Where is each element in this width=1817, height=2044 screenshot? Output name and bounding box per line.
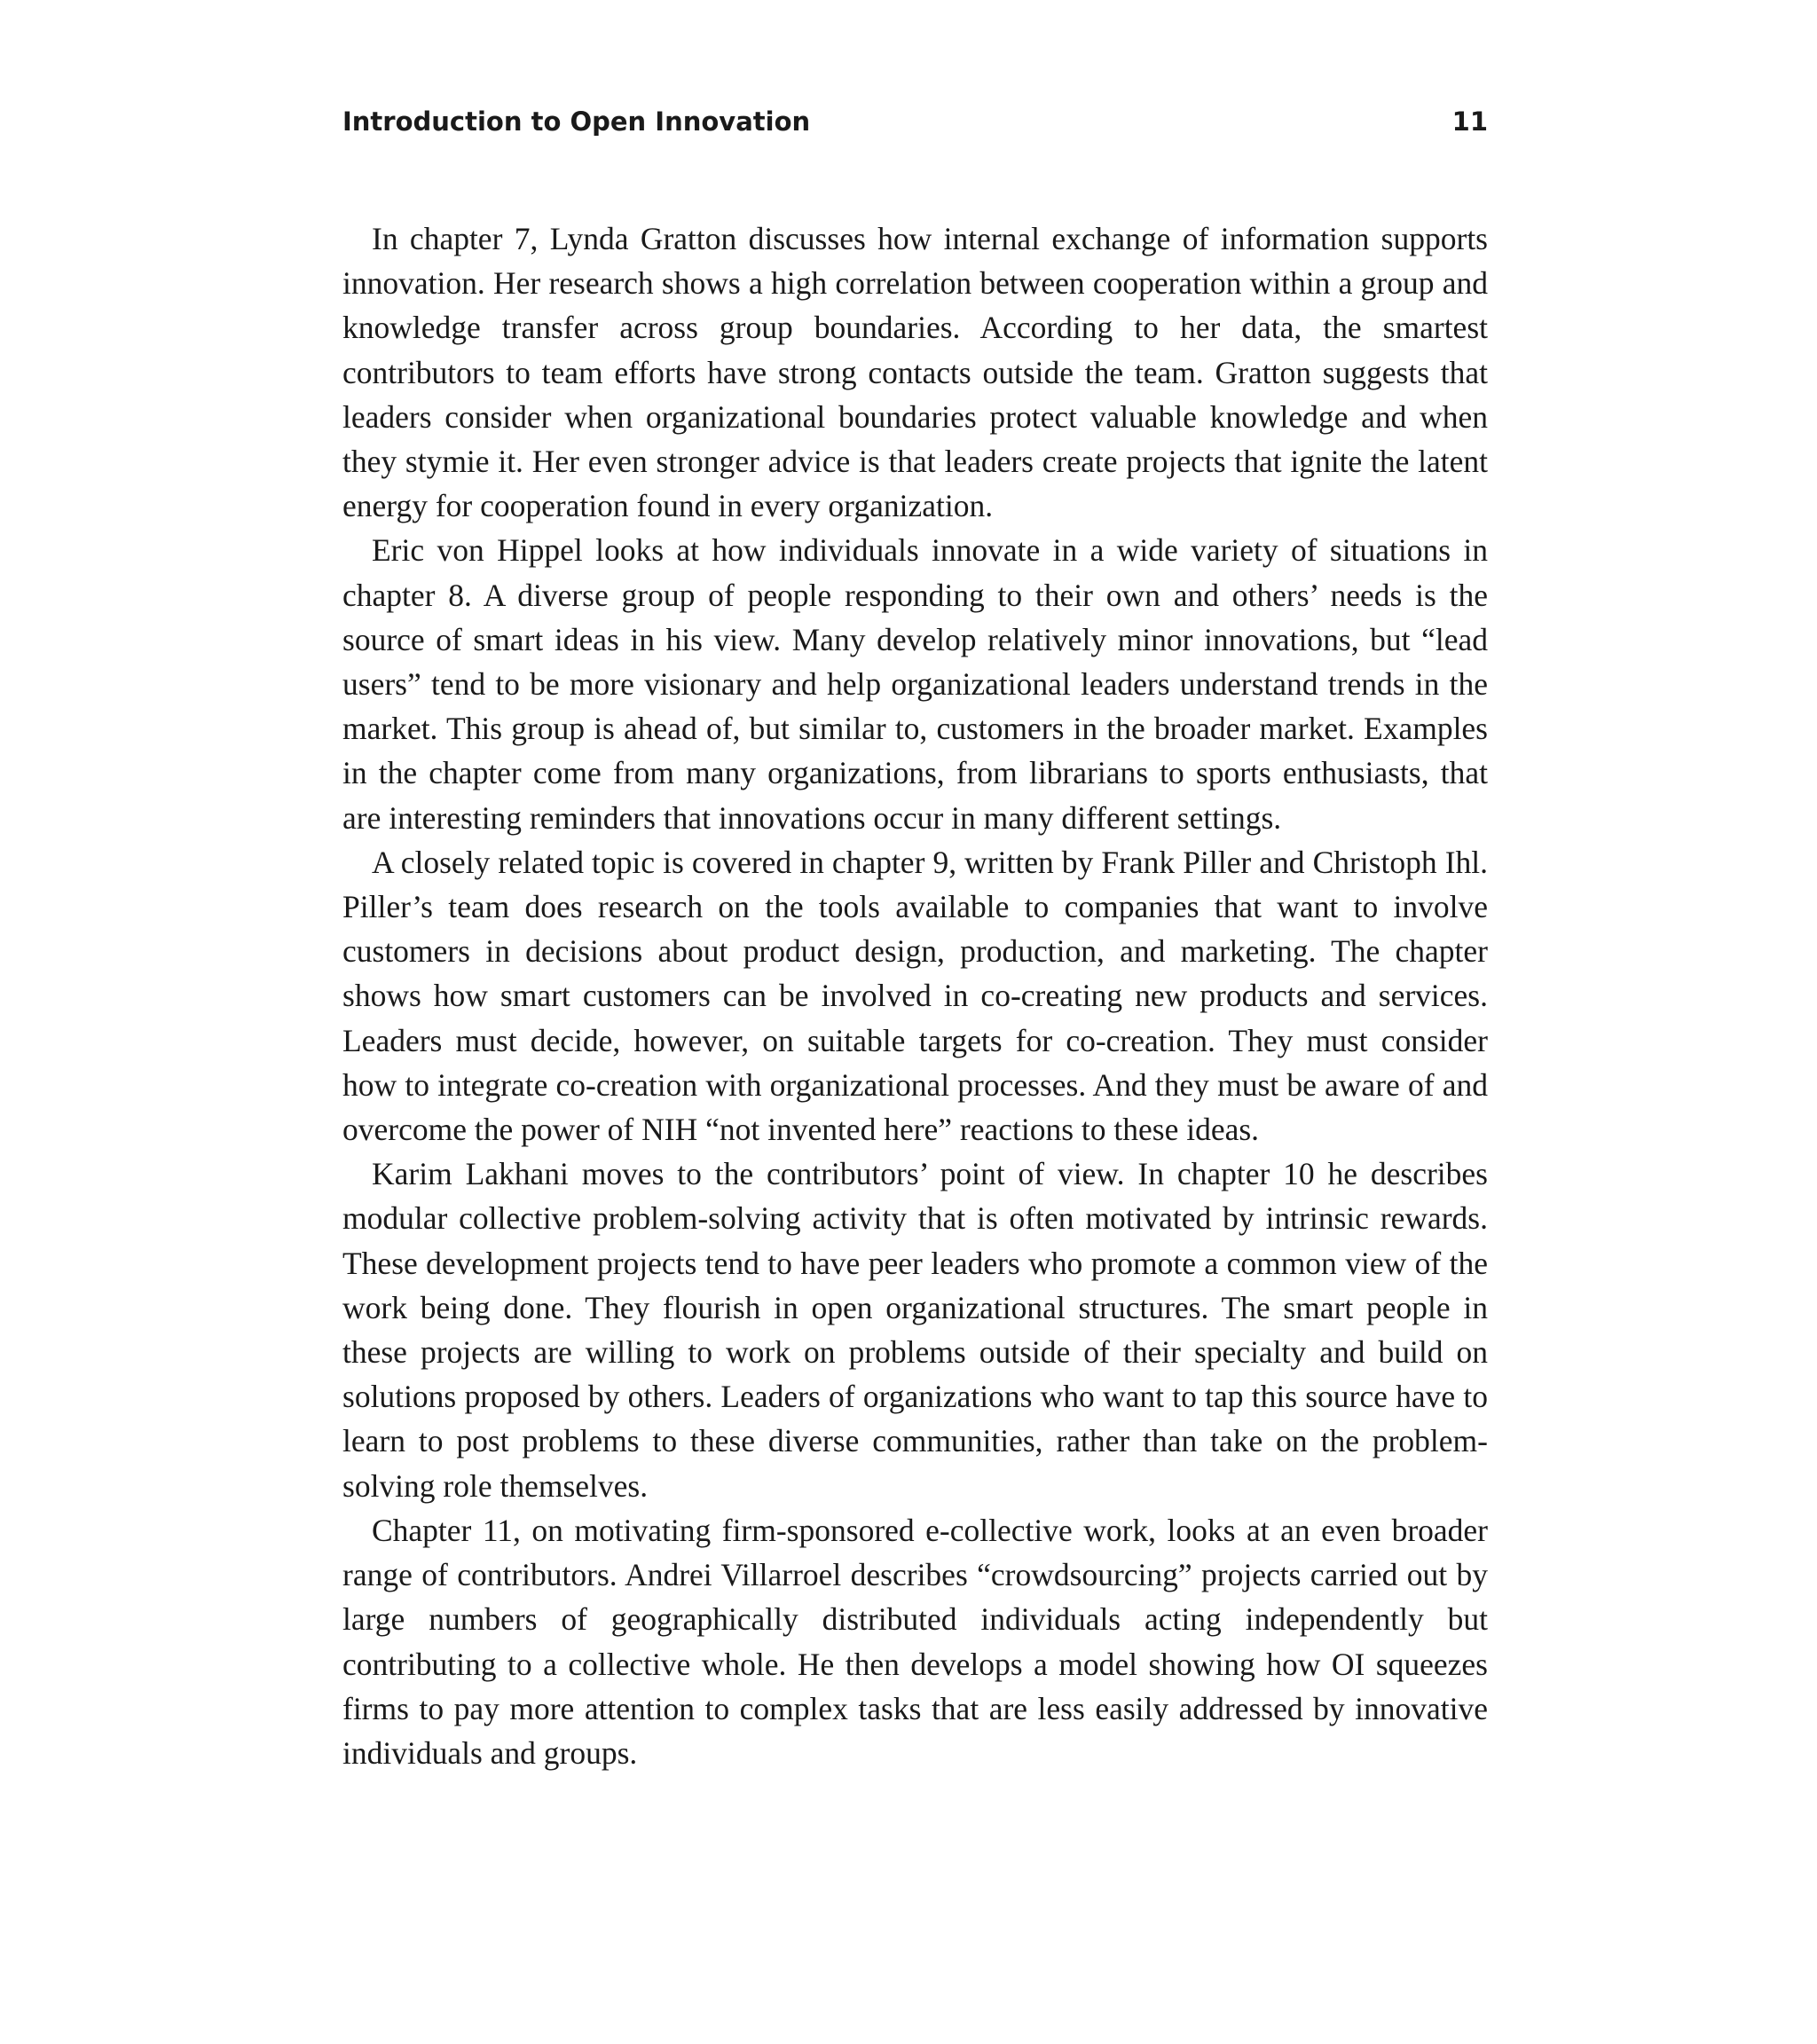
paragraph-chapter-9: A closely related topic is covered in chapter 9, written by Frank Piller and Christoph Ihl. Piller’s team does research on the tools available to companies that want to involve customers in decisions about product design, production, and marketing. The chapter shows how smart customers can be involved in co-creating new products and services. Leaders must decide, however, on suitable targets for co-creation. They must consider how to integrate co-creation with organizational processes. And they must be aware of and overcome the power of NIH “not invented here” reactions to these ideas.: [342, 844, 1488, 1148]
page-number: 11: [1451, 106, 1488, 137]
running-title: Introduction to Open Innovation: [342, 106, 811, 137]
paragraph-chapter-8: Eric von Hippel looks at how individuals innovate in a wide variety of situations in chapter 8. A diverse group of people responding to their own and others’ needs is the source of smart ideas in his view. Many develop relatively minor innovations, but “lead users” tend to be more visionary and help organizational leaders understand trends in the market. This group is ahead of, but similar to, customers in the broader market. Examples in the chapter come from many organizations, from librarians to sports enthusiasts, that are interesting reminders that innovations occur in many different settings.: [342, 532, 1488, 836]
paragraph-chapter-11: Chapter 11, on motivating firm-sponsored e-collective work, looks at an even broader range of contributors. Andrei Villarroel describes “crowdsourcing” projects carried out by large numbers of geographically distributed individuals acting independently but contributing to a collective whole. He then develops a model showing how OI squeezes firms to pay more attention to complex tasks that are less easily addressed by innovative individuals and groups.: [342, 1512, 1488, 1771]
paragraph-chapter-7: In chapter 7, Lynda Gratton discusses how internal exchange of information supports innovation. Her research shows a high correlation between cooperation within a group and knowledge transfer across group boundaries. According to her data, the smartest contributors to team efforts have strong contacts outside the team. Gratton suggests that leaders consider when organizational boundaries protect valuable knowledge and when they stymie it. Her even stronger advice is that leaders create projects that ignite the latent energy for cooperation found in every organization.: [342, 221, 1488, 524]
body-text: [342, 216, 1488, 1775]
paragraph-chapter-10: Karim Lakhani moves to the contributors’ point of view. In chapter 10 he describes modular collective problem-solving activity that is often motivated by intrinsic rewards. These development projects tend to have peer leaders who promote a common view of the work being done. They flourish in open organizational structures. The smart people in these projects are willing to work on problems outside of their specialty and build on solutions proposed by others. Leaders of organizations who want to tap this source have to learn to post problems to these diverse communities, rather than take on the problem-solving role themselves.: [342, 1156, 1488, 1504]
running-head: [342, 106, 1488, 142]
